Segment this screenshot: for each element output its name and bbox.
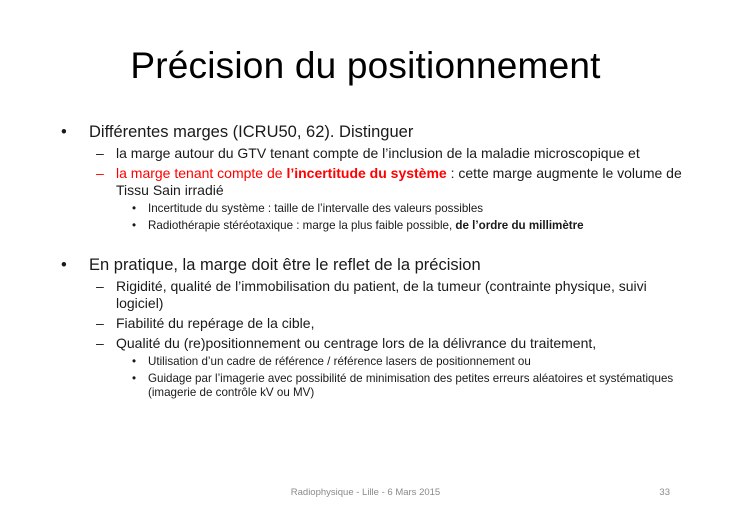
subbullet-fiabilite [58,315,698,332]
bullet-text: En pratique, la marge doit être le reflet de la précision [89,256,481,274]
dash-icon: – [96,145,104,161]
subsubbullet-incertitude [58,202,698,216]
subsubbullet-guidage-imagerie [58,372,698,400]
subsubbullet-text: Guidage par l’imagerie avec possibilité de minimisation des petites erreurs aléatoires et systématiques (imagerie de contrôle kV ou MV) [148,372,674,399]
subbullet-text: Fiabilité du repérage de la cible, [116,315,315,331]
dash-icon: – [96,315,104,331]
subbullet-text: la marge autour du GTV tenant compte de l’inclusion de la maladie microscopique et [116,145,640,161]
slide-body [58,122,698,400]
page-number: 33 [659,487,670,498]
subsubbullet-cadre-reference [58,355,698,369]
bullet-dot-icon: • [61,256,67,274]
subbullet-emphasis: l’incertitude du système [286,165,447,181]
dash-icon: – [96,335,104,351]
subbullet-rigidite [58,278,698,312]
subbullet-marge-gtv [58,145,698,162]
bullet-text: Différentes marges (ICRU50, 62). Distinguer [89,123,414,141]
dash-icon: – [96,278,104,294]
subbullet-text-suffix: : cette marge augmente le volume de Tissu Sain irradié [116,165,682,198]
subbullet-text: Qualité du (re)positionnement ou centrage lors de la délivrance du traitement, [116,335,597,351]
slide-footer: Radiophysique - Lille - 6 Mars 2015 [290,487,441,498]
bullet-dot-icon: • [132,202,137,215]
subbullet-text: Rigidité, qualité de l’immobilisation du patient, de la tumeur (contrainte physique, suivi logiciel) [116,278,647,311]
subsubbullet-text: Radiothérapie stéréotaxique : marge la plus faible possible, [148,219,456,232]
subbullet-qualite [58,335,698,352]
bullet-dot-icon: • [132,372,137,385]
bullet-dot-icon: • [132,355,137,368]
subbullet-marge-incertitude [58,165,698,199]
bullet-differentes-marges [58,122,698,142]
bullet-en-pratique [58,255,698,275]
subsubbullet-text: Incertitude du système : taille de l’intervalle des valeurs possibles [148,202,484,215]
slide-title: Précision du positionnement [130,45,601,86]
subsubbullet-stereotaxique [58,219,698,233]
subsubbullet-emphasis: de l’ordre du millimètre [455,219,584,232]
subsubbullet-text: Utilisation d’un cadre de référence / référence lasers de positionnement ou [148,355,531,368]
bullet-dot-icon: • [132,219,137,232]
dash-icon: – [96,165,104,181]
section-spacer [58,233,698,255]
bullet-dot-icon: • [61,123,67,141]
subbullet-text-prefix: la marge tenant compte de [116,165,287,181]
